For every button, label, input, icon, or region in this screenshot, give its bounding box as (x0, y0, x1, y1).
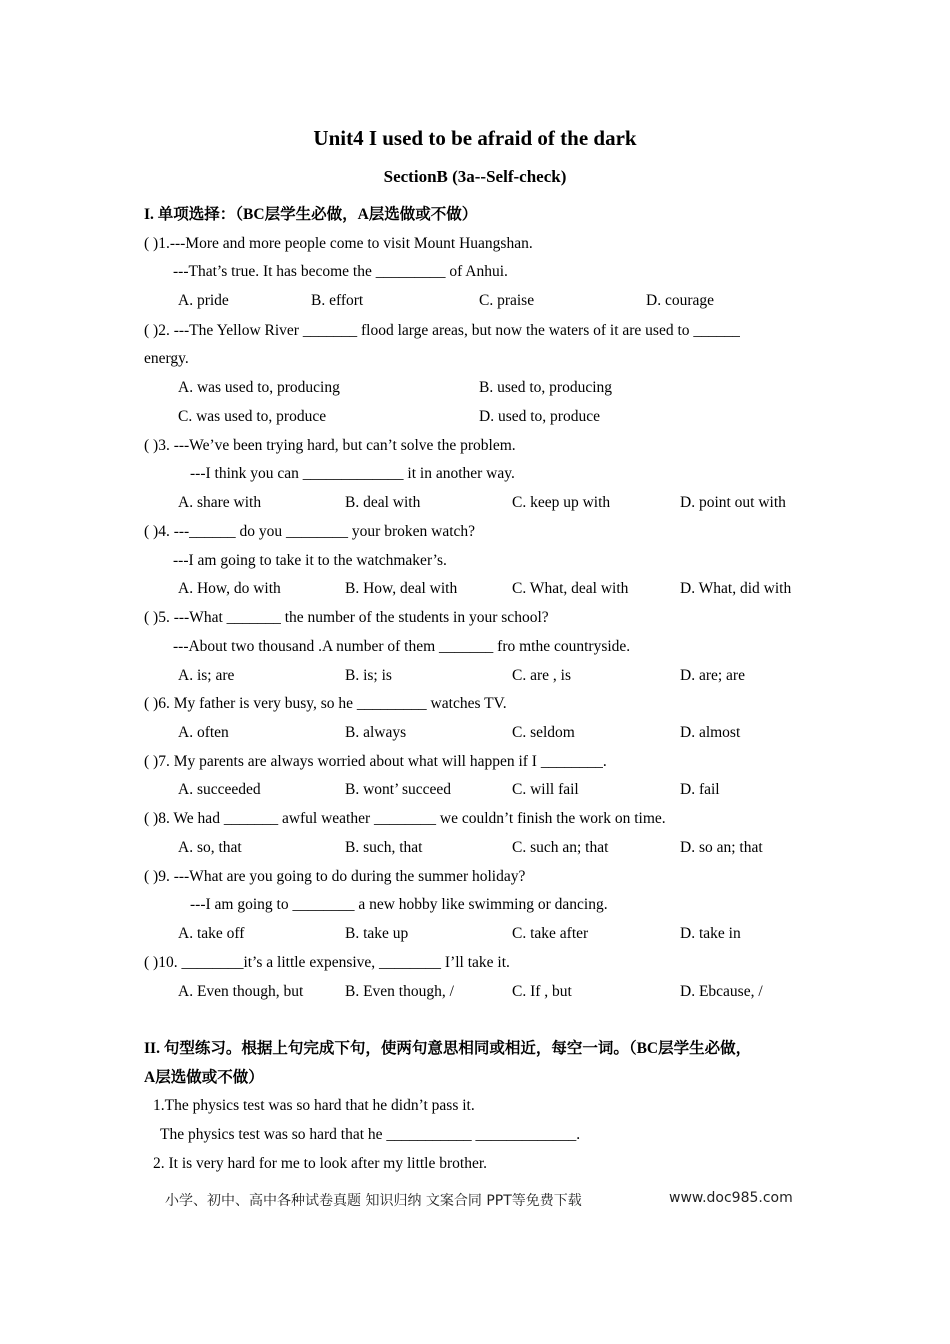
question-2-line-1: ( )2. ---The Yellow River _______ flood large areas, but now the waters of it are used to ______ (144, 322, 740, 339)
section2-item-1: 1.The physics test was so hard that he didn’t pass it. (153, 1097, 475, 1114)
q7-option-c: C. will fail (512, 781, 579, 798)
q4-option-d: D. What, did with (680, 580, 792, 597)
question-9-line-1: ( )9. ---What are you going to do during the summer holiday? (144, 868, 526, 885)
section1-heading: I. 单项选择：（BC层学生必做，A层选做或不做） (144, 206, 478, 223)
question-3-line-2: ---I think you can _____________ it in another way. (190, 465, 515, 482)
q5-option-d: D. are; are (680, 667, 745, 684)
question-9-line-2: ---I am going to ________ a new hobby like swimming or dancing. (190, 896, 608, 913)
question-5-line-2: ---About two thousand .A number of them _______ fro mthe countryside. (173, 638, 631, 655)
q4-option-c: C. What, deal with (512, 580, 629, 597)
q8-option-b: B. such, that (345, 839, 423, 856)
q7-option-a: A. succeeded (178, 781, 261, 798)
question-2-line-2: energy. (144, 350, 189, 367)
q6-option-d: D. almost (680, 724, 741, 741)
q2-option-b: B. used to, producing (479, 379, 613, 396)
q2-option-d: D. used to, produce (479, 408, 600, 425)
q8-option-a: A. so, that (178, 839, 242, 856)
q7-option-d: D. fail (680, 781, 720, 798)
footer-website: www.doc985.com (669, 1190, 793, 1206)
section2-heading-line-2: A层选做或不做） (144, 1069, 264, 1086)
q7-option-b: B. wont’ succeed (345, 781, 452, 798)
q3-option-a: A. share with (178, 494, 262, 511)
section2-heading-line-1: II. 句型练习。根据上句完成下句，使两句意思相同或相近，每空一词。（BC层学生必做， (144, 1040, 752, 1057)
q8-option-c: C. such an; that (512, 839, 609, 856)
q10-option-b: B. Even though, / (345, 983, 454, 1000)
question-7-line-1: ( )7. My parents are always worried about what will happen if I ________. (144, 753, 607, 770)
q3-option-c: C. keep up with (512, 494, 611, 511)
q1-option-c: C. praise (479, 292, 535, 309)
question-1-line-1: ( )1.---More and more people come to visit Mount Huangshan. (144, 235, 533, 252)
q1-option-d: D. courage (646, 292, 714, 309)
question-10-line-1: ( )10. ________it’s a little expensive, ________ I’ll take it. (144, 954, 510, 971)
question-3-line-1: ( )3. ---We’ve been trying hard, but can’t solve the problem. (144, 437, 516, 454)
q3-option-d: D. point out with (680, 494, 786, 511)
q6-option-b: B. always (345, 724, 407, 741)
q2-option-c: C. was used to, produce (178, 408, 327, 425)
q2-option-a: A. was used to, producing (178, 379, 340, 396)
q9-option-c: C. take after (512, 925, 589, 942)
section2-item-1-rewrite: The physics test was so hard that he ___________ _____________. (160, 1126, 581, 1143)
q9-option-b: B. take up (345, 925, 409, 942)
section2-item-2: 2. It is very hard for me to look after my little brother. (153, 1155, 488, 1172)
page-subtitle: SectionB (3a--Self-check) (383, 167, 567, 186)
question-1-line-2: ---That’s true. It has become the _________ of Anhui. (173, 263, 508, 280)
q9-option-a: A. take off (178, 925, 245, 942)
q4-option-a: A. How, do with (178, 580, 281, 597)
question-4-line-2: ---I am going to take it to the watchmaker’s. (173, 552, 447, 569)
q5-option-b: B. is; is (345, 667, 392, 684)
q10-option-c: C. If , but (512, 983, 572, 1000)
question-6-line-1: ( )6. My father is very busy, so he _________ watches TV. (144, 695, 507, 712)
q5-option-c: C. are , is (512, 667, 571, 684)
q1-option-a: A. pride (178, 292, 229, 309)
q10-option-a: A. Even though, but (178, 983, 304, 1000)
question-8-line-1: ( )8. We had _______ awful weather ________ we couldn’t finish the work on time. (144, 810, 666, 827)
q4-option-b: B. How, deal with (345, 580, 458, 597)
q9-option-d: D. take in (680, 925, 741, 942)
footer-promo-text: 小学、初中、高中各种试卷真题 知识归纳 文案合同 PPT等免费下载 (165, 1193, 582, 1209)
page-title: Unit4 I used to be afraid of the dark (313, 126, 637, 150)
q3-option-b: B. deal with (345, 494, 421, 511)
q5-option-a: A. is; are (178, 667, 235, 684)
q6-option-c: C. seldom (512, 724, 575, 741)
q10-option-d: D. Ebcause, / (680, 983, 763, 1000)
q1-option-b: B. effort (311, 292, 364, 309)
q6-option-a: A. often (178, 724, 229, 741)
question-4-line-1: ( )4. ---______ do you ________ your broken watch? (144, 523, 476, 540)
q8-option-d: D. so an; that (680, 839, 763, 856)
question-5-line-1: ( )5. ---What _______ the number of the students in your school? (144, 609, 549, 626)
